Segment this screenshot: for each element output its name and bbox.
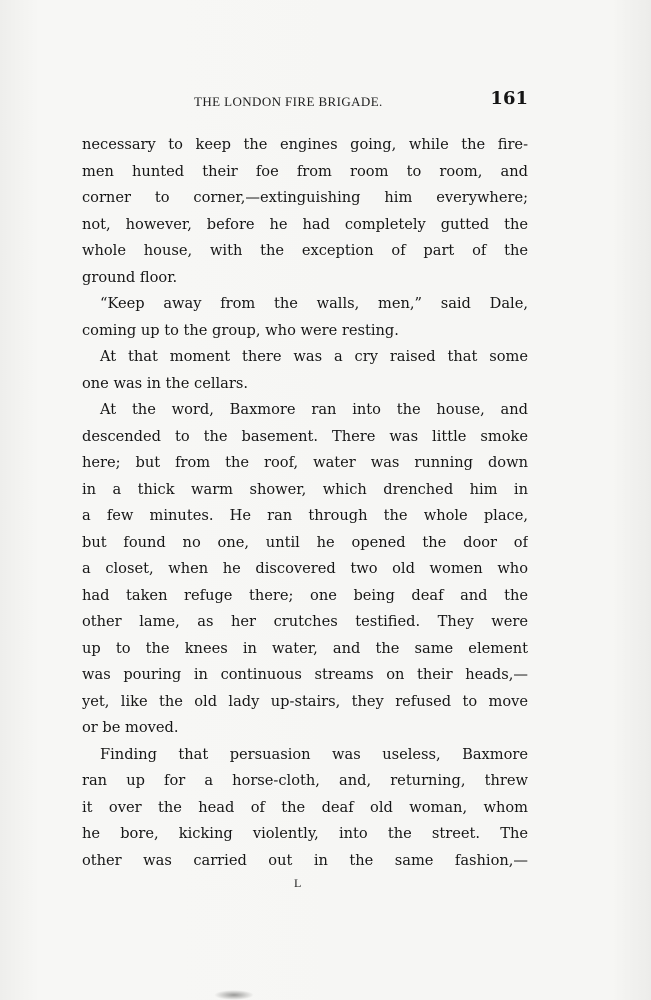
body-text [82,132,528,874]
text-line: in a thick warm shower, which drenched him in [82,480,528,498]
text-line: ground floor. [82,268,178,286]
text-line: “Keep away from the walls, men,” said Dale, [100,295,528,312]
text-line: not, however, before he had completely gutted the [82,215,528,233]
text-line: yet, like the old lady up-stairs, they refused to move [82,692,528,710]
text-line: other was carried out in the same fashion,— [82,851,528,869]
text-line: other lame, as her crutches testified. They were [82,613,528,630]
text-line: a closet, when he discovered two old women who [82,560,528,577]
text-line: Finding that persuasion was useless, Baxmore [100,745,528,763]
text-line: a few minutes. He ran through the whole place, [82,507,528,524]
text-line: descended to the basement. There was little smoke [82,427,528,445]
text-line: one was in the cellars. [82,374,248,392]
text-line: ran up for a horse-cloth, and, returning, threw [82,772,528,789]
text-line: At the word, Baxmore ran into the house, and [100,401,528,418]
text-line: corner to corner,—extinguishing him everywhere; [82,189,528,206]
running-title: THE LONDON FIRE BRIGADE. [194,94,383,109]
text-line: had taken refuge there; one being deaf and the [82,586,528,604]
text-line: whole house, with the exception of part of the [82,242,528,259]
text-line: men hunted their foe from room to room, and [82,162,528,180]
text-line: here; but from the roof, water was running down [82,454,528,471]
text-line: coming up to the group, who were resting. [82,321,399,339]
text-line: or be moved. [82,719,179,736]
text-line: he bore, kicking violently, into the street. The [82,825,528,842]
text-line: was pouring in continuous streams on their heads,— [82,666,528,683]
text-line: necessary to keep the engines going, while the fire- [82,136,528,153]
text-line: up to the knees in water, and the same element [82,639,528,657]
text-line: At that moment there was a cry raised that some [100,348,528,365]
text-line: it over the head of the deaf old woman, whom [82,798,528,816]
page-header [82,88,528,116]
text-line: but found no one, until he opened the door of [82,533,528,551]
page-smudge [214,990,254,1000]
signature-mark: L [294,876,302,890]
page-number: 161 [490,88,528,109]
